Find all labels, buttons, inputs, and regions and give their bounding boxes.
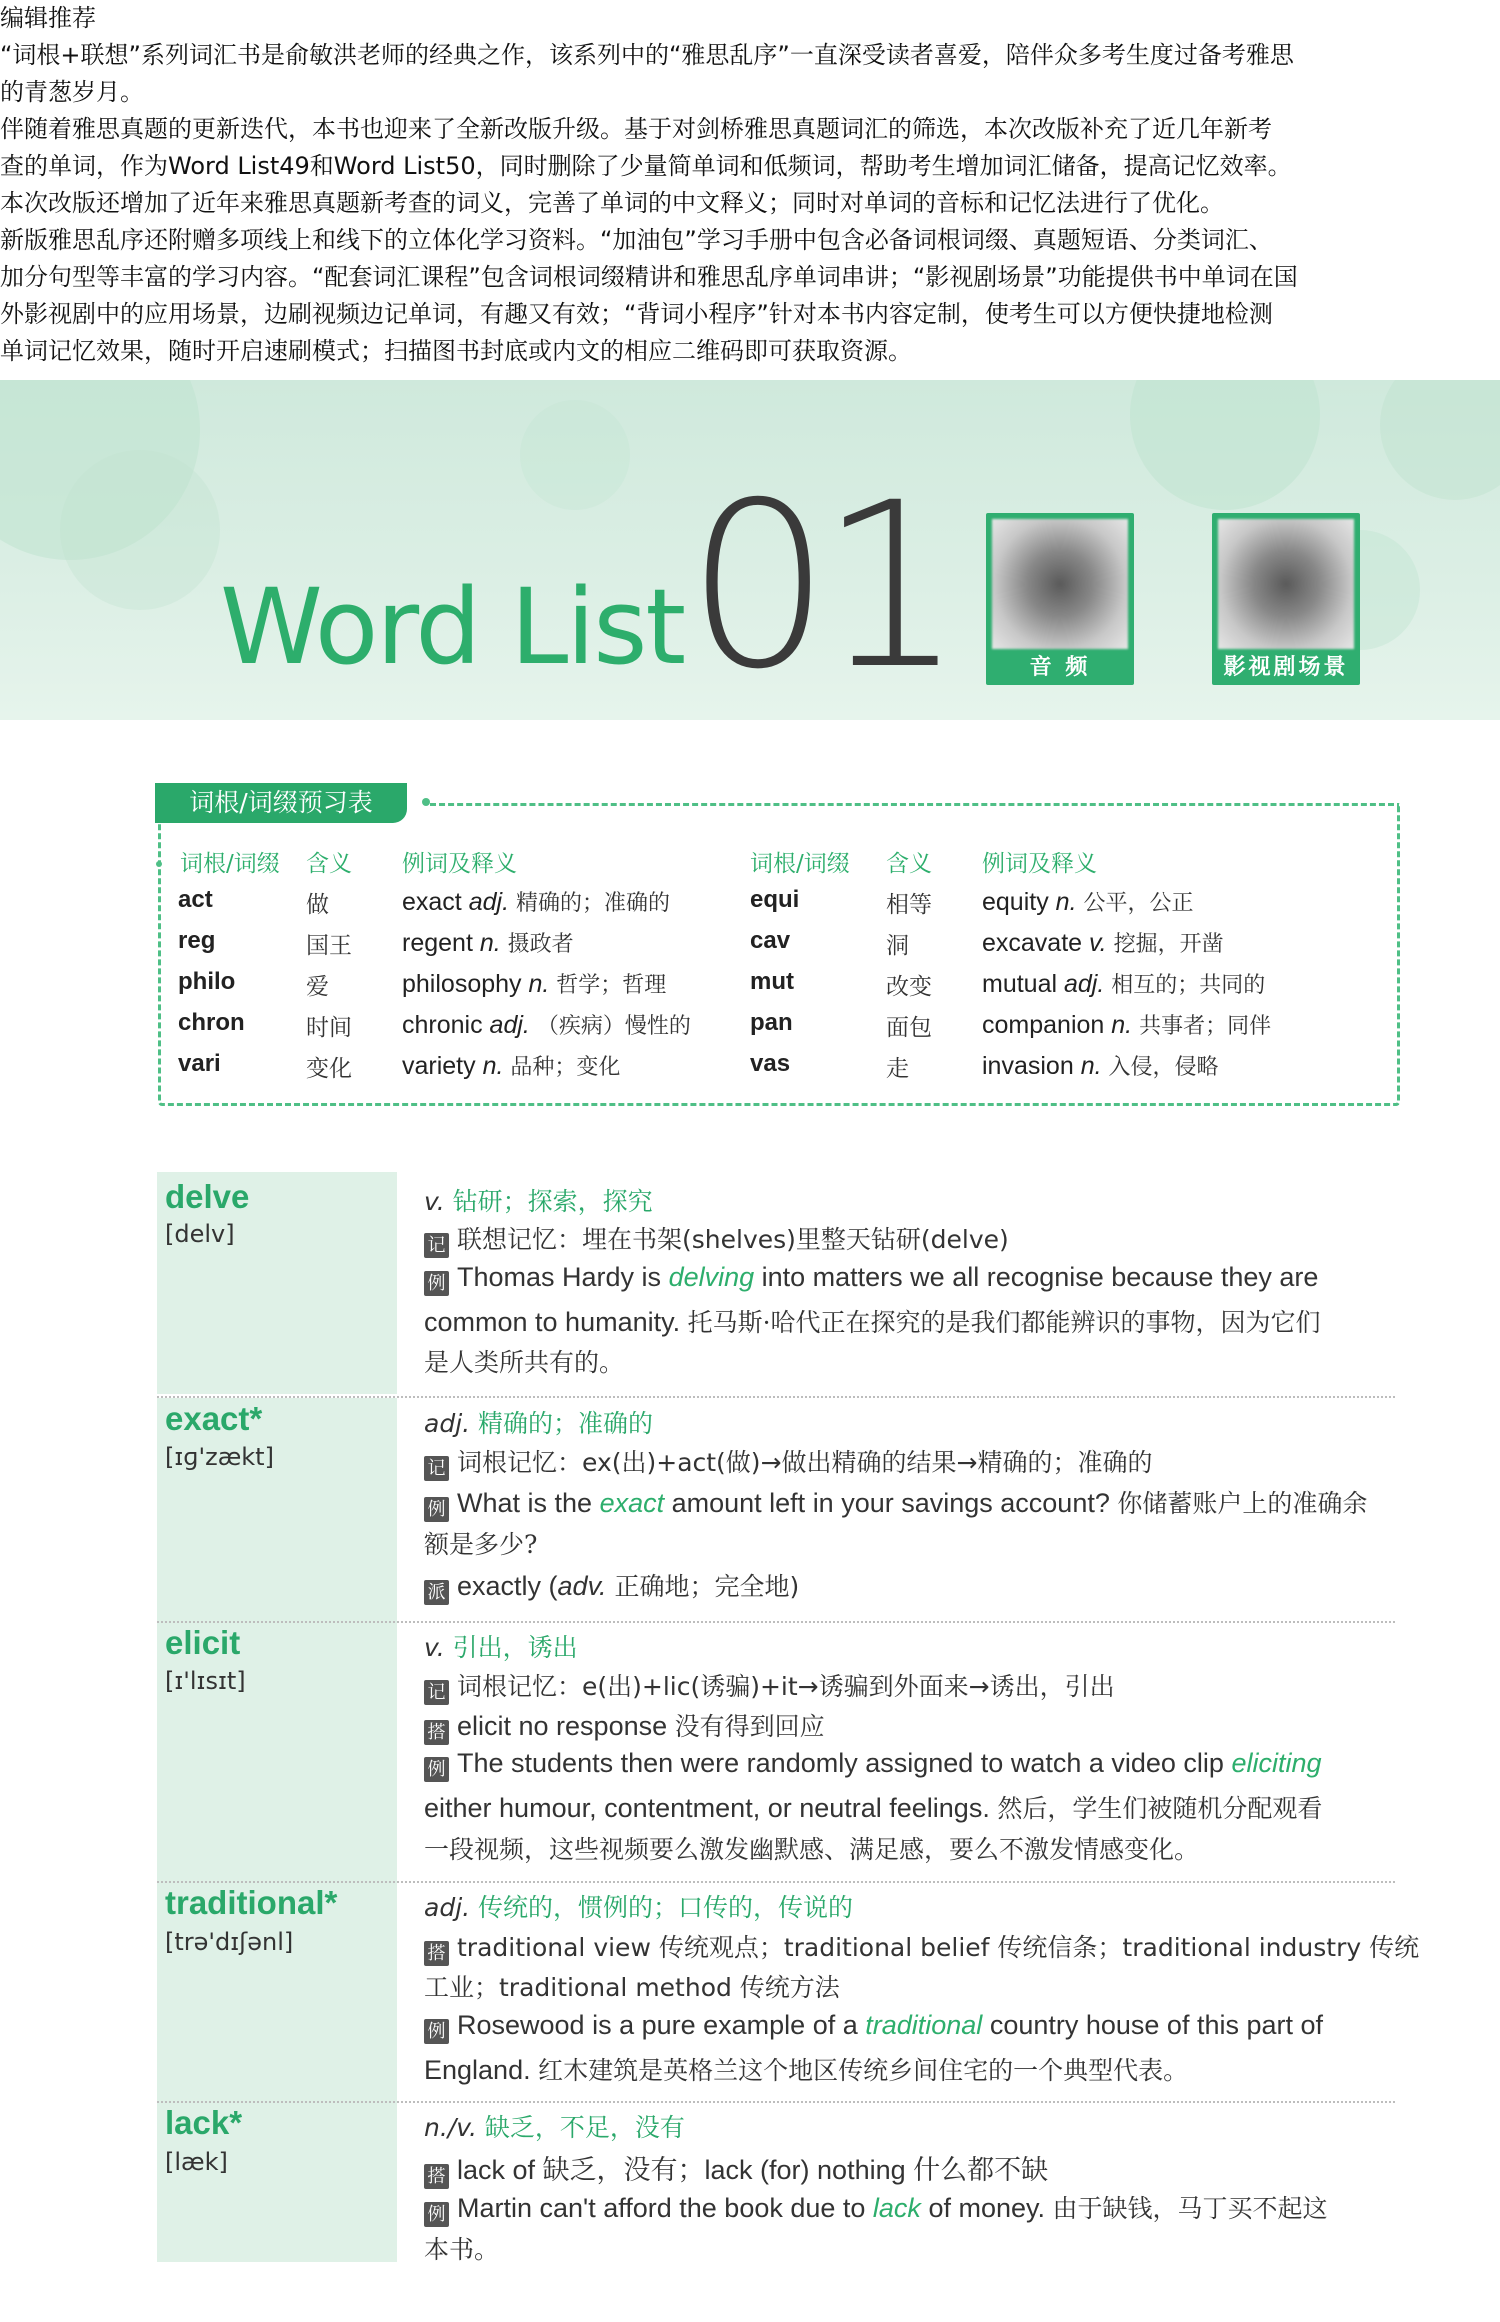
qr-code-image <box>1218 519 1354 649</box>
entry-definition: adj. 传统的，惯例的；口传的，传说的 <box>424 1893 854 1922</box>
preview-root: mut <box>750 968 794 995</box>
entry-memory: 记 联想记忆：埋在书架(shelves)里整天钻研(delve) <box>424 1220 1399 1258</box>
entry-example-cont: either humour, contentment, or neutral feelings. 然后，学生们被随机分配观看 <box>424 1793 1323 1823</box>
entry-derivative: 派 exactly (adv. 正确地；完全地) <box>424 1567 1399 1605</box>
intro-line: 单词记忆效果，随时开启速刷模式；扫描图书封底或内文的相应二维码即可获取资源。 <box>0 337 912 365</box>
entry-phonetic: [delv] <box>165 1220 235 1248</box>
entry-example-cont: 一段视频，这些视频要么激发幽默感、满足感，要么不激发情感变化。 <box>424 1835 1200 1864</box>
intro-line: 伴随着雅思真题的更新迭代，本书也迎来了全新改版升级。基于对剑桥雅思真题词汇的筛选，本次改版补充了近几年新考 <box>0 115 1272 143</box>
preview-meaning: 相等 <box>886 892 932 918</box>
memory-mark-icon: 记 <box>424 1233 449 1258</box>
example-mark-icon: 例 <box>424 1271 449 1296</box>
preview-meaning: 面包 <box>886 1015 932 1041</box>
entry-phonetic: [trə'dɪʃənl] <box>165 1928 294 1956</box>
preview-root: act <box>178 886 213 913</box>
editor-recommendation <box>0 0 1500 370</box>
decorative-circle <box>1380 380 1500 500</box>
phrase-mark-icon: 搭 <box>424 1941 449 1966</box>
derivative-mark-icon: 派 <box>424 1580 449 1605</box>
audio-qr-code[interactable] <box>986 513 1134 685</box>
qr-code-image <box>992 519 1128 649</box>
preview-root: pan <box>750 1009 793 1036</box>
preview-example: regent n. 摄政者 <box>402 929 574 957</box>
preview-meaning: 爱 <box>306 974 329 1000</box>
entry-phrase-cont: 工业；traditional method 传统方法 <box>424 1973 840 2002</box>
preview-meaning: 改变 <box>886 974 932 1000</box>
preview-example: philosophy n. 哲学；哲理 <box>402 970 667 998</box>
preview-header-example: 例词及释义 <box>402 851 517 877</box>
preview-example: mutual adj. 相互的；共同的 <box>982 970 1266 998</box>
decorative-circle <box>1130 380 1320 510</box>
phrase-mark-icon: 搭 <box>424 2164 449 2189</box>
decorative-dot <box>156 861 162 867</box>
decorative-circle <box>60 450 220 610</box>
memory-mark-icon: 记 <box>424 1456 449 1481</box>
entry-example: 例 The students then were randomly assigned to watch a video clip eliciting <box>424 1748 1399 1782</box>
entry-example: 例 Martin can't afford the book due to lack of money. 由于缺钱，马丁买不起这 <box>424 2189 1399 2227</box>
word-list-banner <box>0 380 1500 720</box>
preview-root: chron <box>178 1009 245 1036</box>
decorative-circle <box>520 400 630 510</box>
entry-memory: 记 词根记忆：ex(出)+act(做)→做出精确的结果→精确的；准确的 <box>424 1443 1399 1481</box>
entry-headword: elicit <box>165 1624 241 1661</box>
intro-line: 编辑推荐 <box>0 4 96 32</box>
entry-headword: lack* <box>165 2104 243 2141</box>
root-preview-box-top-border <box>430 803 1394 806</box>
preview-example: companion n. 共事者；同伴 <box>982 1011 1272 1039</box>
entry-phrase: 搭 traditional view 传统观点；traditional belief 传统信条；traditional industry 传统 <box>424 1928 1399 1966</box>
preview-meaning: 洞 <box>886 933 909 959</box>
preview-meaning: 走 <box>886 1056 909 1082</box>
preview-header-root: 词根/词缀 <box>180 851 280 877</box>
memory-mark-icon: 记 <box>424 1680 449 1705</box>
preview-root: cav <box>750 927 791 954</box>
qr-label-audio: 音 频 <box>1029 655 1091 680</box>
preview-example: chronic adj. （疾病）慢性的 <box>402 1011 691 1039</box>
entry-example-cont: 是人类所共有的。 <box>424 1348 625 1377</box>
preview-header-example: 例词及释义 <box>982 851 1097 877</box>
entry-headword: exact* <box>165 1400 263 1437</box>
entry-phrase: 搭 lack of 缺乏，没有；lack (for) nothing 什么都不缺 <box>424 2148 1399 2189</box>
preview-header-meaning: 含义 <box>886 851 932 877</box>
entry-definition: n./v. 缺乏，不足，没有 <box>424 2113 685 2142</box>
entry-phonetic: [ɪ'lɪsɪt] <box>165 1667 246 1695</box>
preview-meaning: 变化 <box>306 1056 352 1082</box>
preview-root: philo <box>178 968 236 995</box>
intro-line: 外影视剧中的应用场景，边刷视频边记单词，有趣又有效；“背词小程序”针对本书内容定制，使考生可以方便快捷地检测 <box>0 300 1273 328</box>
entry-example-cont: 本书。 <box>424 2235 500 2264</box>
entry-headword: traditional* <box>165 1884 338 1921</box>
entry-word-panel <box>157 1623 397 1883</box>
preview-example: excavate v. 挖掘，开凿 <box>982 929 1224 957</box>
preview-meaning: 国王 <box>306 933 352 959</box>
entry-phonetic: [ɪɡ'zækt] <box>165 1443 274 1471</box>
example-mark-icon: 例 <box>424 1757 449 1782</box>
entry-example-cont: 额是多少? <box>424 1530 538 1559</box>
entry-example: 例 What is the exact amount left in your savings account? 你储蓄账户上的准确余 <box>424 1484 1399 1522</box>
intro-line: 新版雅思乱序还附赠多项线上和线下的立体化学习资料。“加油包”学习手册中包含必备词根词缀、真题短语、分类词汇、 <box>0 226 1273 254</box>
word-list-title: Word List <box>220 566 685 688</box>
example-mark-icon: 例 <box>424 2019 449 2044</box>
video-scene-qr-code[interactable] <box>1212 513 1360 685</box>
intro-line: “词根+联想”系列词汇书是俞敏洪老师的经典之作，该系列中的“雅思乱序”一直深受读者喜爱，陪伴众多考生度过备考雅思 <box>0 41 1294 69</box>
entry-example-cont: common to humanity. 托马斯·哈代正在探究的是我们都能辨识的事物，因为它们 <box>424 1307 1321 1337</box>
entry-definition: adj. 精确的；准确的 <box>424 1409 654 1438</box>
intro-line: 查的单词，作为Word List49和Word List50，同时删除了少量简单词和低频词，帮助考生增加词汇储备，提高记忆效率。 <box>0 152 1292 180</box>
preview-header-meaning: 含义 <box>306 851 352 877</box>
entry-phonetic: [læk] <box>165 2148 228 2176</box>
preview-meaning: 做 <box>306 892 329 918</box>
entry-example: 例 Thomas Hardy is delving into matters we all recognise because they are <box>424 1262 1399 1296</box>
entry-memory: 记 词根记忆：e(出)+lic(诱骗)+it→诱骗到外面来→诱出，引出 <box>424 1667 1399 1705</box>
example-mark-icon: 例 <box>424 1497 449 1522</box>
intro-line: 的青葱岁月。 <box>0 78 144 106</box>
entry-definition: v. 引出，诱出 <box>424 1633 578 1662</box>
preview-example: exact adj. 精确的；准确的 <box>402 888 670 916</box>
entry-example-cont: England. 红木建筑是英格兰这个地区传统乡间住宅的一个典型代表。 <box>424 2055 1189 2085</box>
entry-definition: v. 钻研；探索，探究 <box>424 1187 653 1216</box>
preview-meaning: 时间 <box>306 1015 352 1041</box>
preview-example: equity n. 公平，公正 <box>982 888 1194 916</box>
example-mark-icon: 例 <box>424 2202 449 2227</box>
word-list-number: 01 <box>686 453 953 719</box>
root-preview-tab: 词根/词缀预习表 <box>155 783 407 823</box>
qr-label-video: 影视剧场景 <box>1223 655 1349 680</box>
preview-example: invasion n. 入侵，侵略 <box>982 1052 1219 1080</box>
preview-root: vari <box>178 1050 221 1077</box>
entry-phrase: 搭 elicit no response 没有得到回应 <box>424 1707 1399 1745</box>
entry-example: 例 Rosewood is a pure example of a traditional country house of this part of <box>424 2010 1399 2044</box>
preview-example: variety n. 品种；变化 <box>402 1052 621 1080</box>
phrase-mark-icon: 搭 <box>424 1720 449 1745</box>
entry-headword: delve <box>165 1178 250 1215</box>
decorative-dot <box>422 798 430 806</box>
preview-root: equi <box>750 886 800 913</box>
preview-root: vas <box>750 1050 791 1077</box>
intro-line: 加分句型等丰富的学习内容。“配套词汇课程”包含词根词缀精讲和雅思乱序单词串讲；“影视剧场景”功能提供书中单词在国 <box>0 263 1298 291</box>
preview-root: reg <box>178 927 216 954</box>
preview-header-root: 词根/词缀 <box>750 851 850 877</box>
intro-line: 本次改版还增加了近年来雅思真题新考查的词义，完善了单词的中文释义；同时对单词的音标和记忆法进行了优化。 <box>0 189 1224 217</box>
